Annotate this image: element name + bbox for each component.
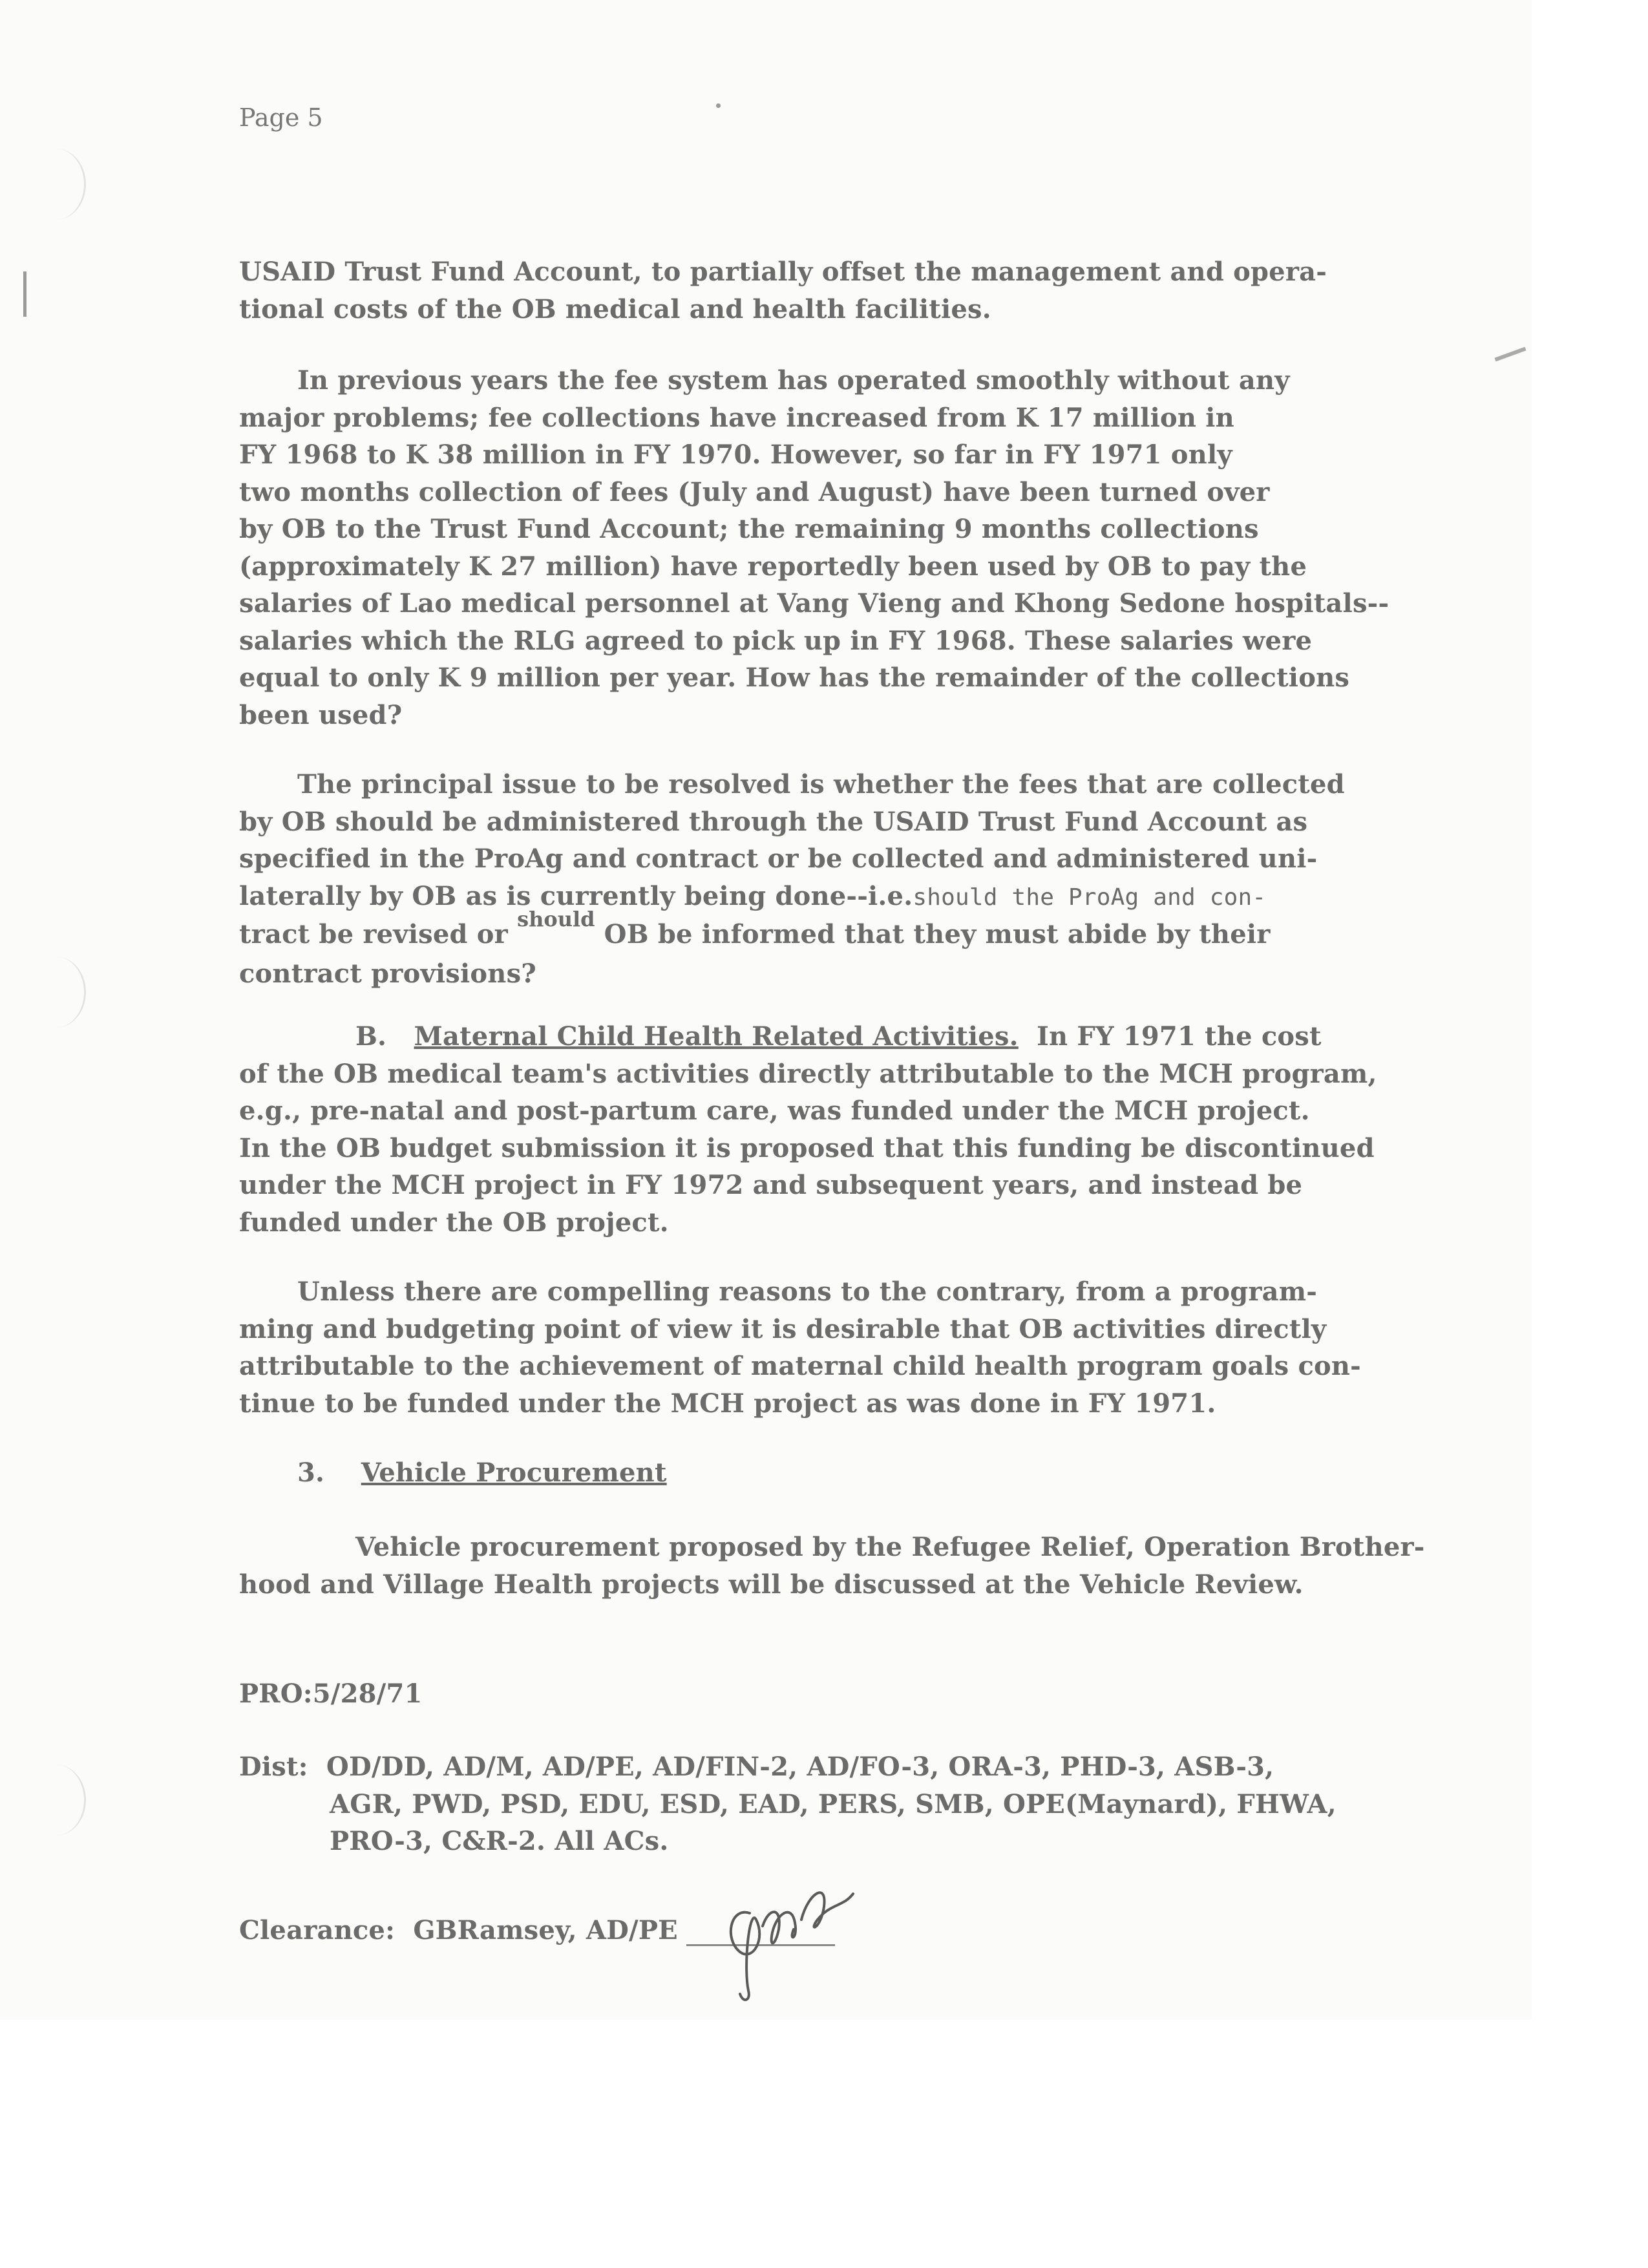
margin-mark — [1494, 347, 1526, 362]
paragraph-2: In previous years the fee system has operated smoothly without any major problems; fee collections have increased from K 17 million in FY 1968 to K 38 million in FY 1970. However, so far in FY 1971 only two months collection of fees (July and August) have been turned over by OB to the Trust Fund Account; the remaining 9 months collections (approximately K 27 million) have reportedly been used by OB to pay the salaries of Lao medical personnel at Vang Vieng and Khong Sedone hospitals-- salaries which the RLG agreed to pick up in FY 1968. These salaries were equal to only K 9 million per year. How has the remainder of the collections been used? — [239, 365, 1389, 730]
speck-mark — [716, 103, 721, 108]
section-3-heading — [239, 1454, 1351, 1492]
clearance-label: Clearance: — [239, 1915, 396, 1945]
handwritten-insertion: should the ProAg and con- — [913, 884, 1267, 911]
paragraph-6: Vehicle procurement proposed by the Refugee Relief, Operation Brother- hood and Village Health projects will be discussed at the Vehicle Review. — [239, 1532, 1425, 1600]
clearance-value: GBRamsey, AD/PE — [413, 1915, 678, 1945]
paragraph-3: The principal issue to be resolved is whether the fees that are collected by OB should be administered through the USAID Trust Fund Account as specified in the ProAg and contract or be collected and administered uni- laterally by OB as is currently being done--i.e.should the ProAg and con- tract be revised or $^{should}$ OB be informed that they must abide by their contract provisions? — [239, 769, 1345, 989]
section-title: Vehicle Procurement — [361, 1457, 667, 1488]
typed-insertion: should — [517, 907, 595, 931]
section-heading: Maternal Child Health Related Activities. — [414, 1021, 1019, 1052]
section-letter: B. — [355, 1021, 387, 1052]
punch-hole — [26, 957, 86, 1028]
pro-date: PRO:5/28/71 — [239, 1679, 423, 1709]
dist-label: Dist: — [239, 1752, 308, 1782]
punch-hole — [26, 149, 86, 220]
paragraph-5: Unless there are compelling reasons to the contrary, from a program- ming and budgeting point of view it is desirable that OB activities directly attributable to the achievement of maternal child health program goals con- tinue to be funded under the MCH project as was done in FY 1971. — [239, 1277, 1361, 1419]
margin-mark — [23, 271, 26, 317]
paragraph-4: B. Maternal Child Health Related Activities. In FY 1971 the cost of the OB medical team's activities directly attributable to the MCH program, e.g., pre-natal and post-partum care, was funded under the MCH project. In the OB budget submission it is proposed that this funding be discontinued under the MCH project in FY 1972 and subsequent years, and instead be funded under the OB project. — [239, 1021, 1377, 1238]
distribution-list: Dist: OD/DD, AD/M, AD/PE, AD/FIN-2, AD/FO-3, ORA-3, PHD-3, ASB-3, AGR, PWD, PSD, EDU, ESD, EAD, PERS, SMB, OPE(Maynard), FHWA, PRO-3, C&R-2. All ACs. — [239, 1752, 1336, 1856]
paragraph-1: USAID Trust Fund Account, to partially offset the management and opera- tional costs of the OB medical and health facilities. — [239, 257, 1327, 324]
punch-hole — [26, 1765, 86, 1836]
handwritten-initials-signature — [704, 1868, 872, 2010]
page-number: Page 5 — [239, 103, 323, 132]
section-number: 3. — [297, 1457, 325, 1488]
